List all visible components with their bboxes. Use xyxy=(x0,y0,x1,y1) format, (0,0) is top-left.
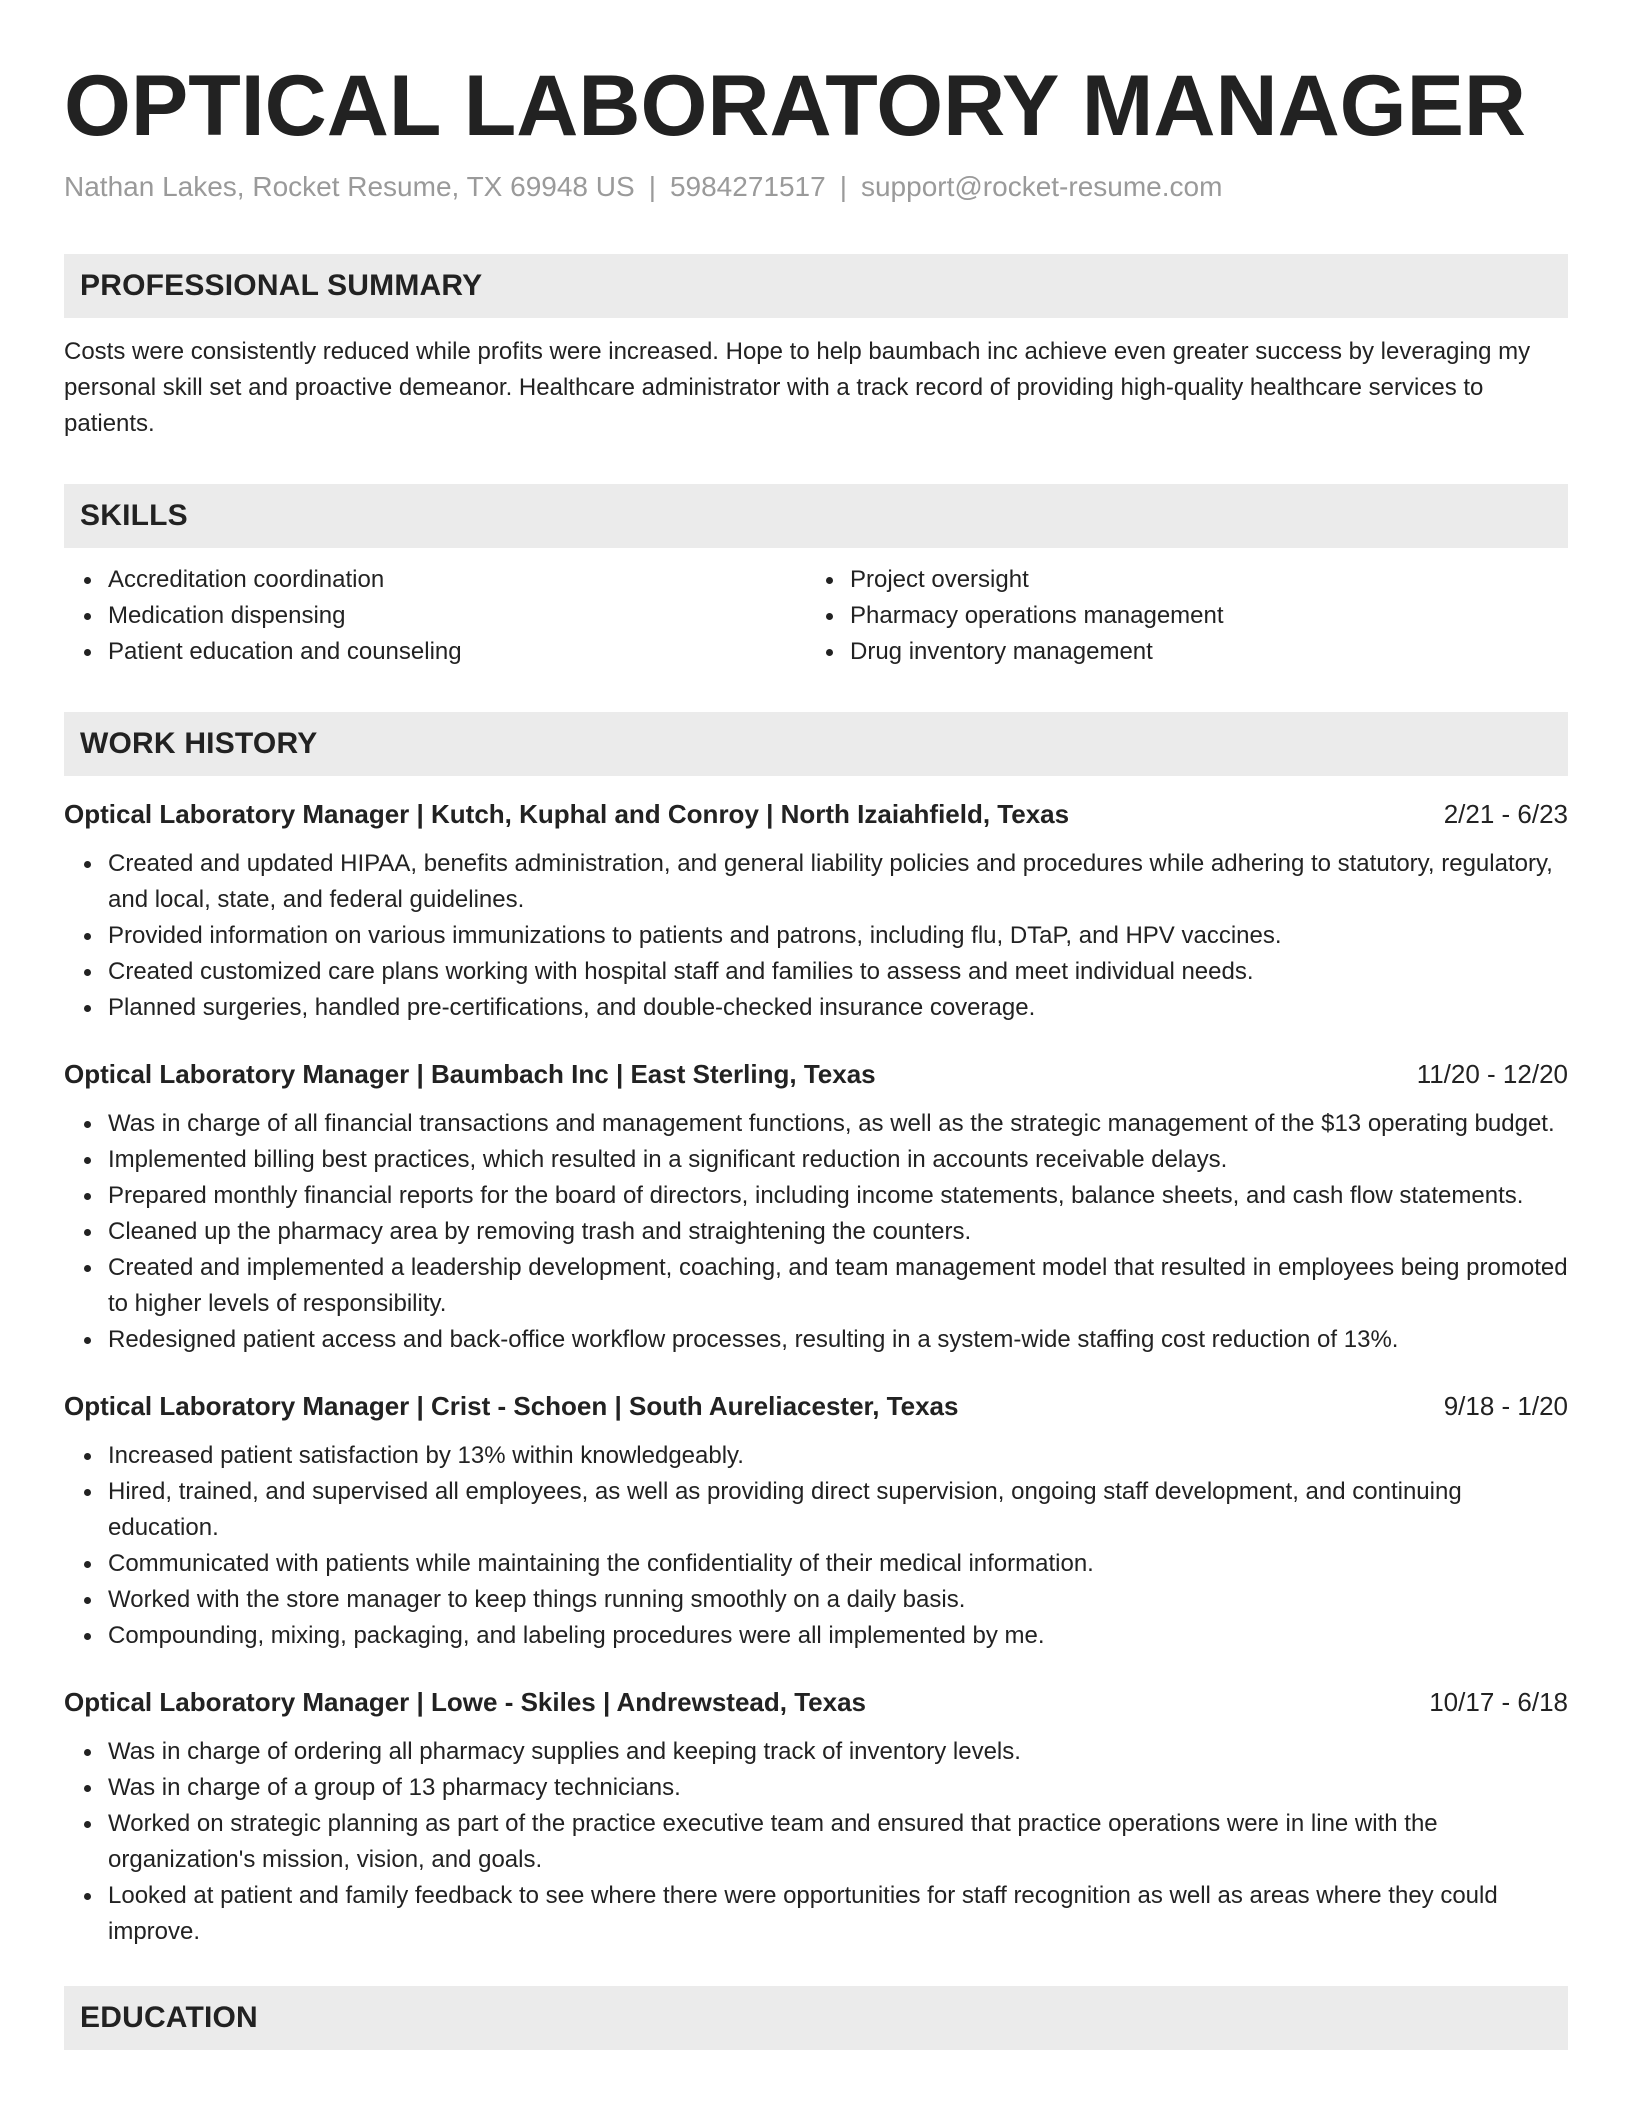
job-bullet: Redesigned patient access and back-office workflow processes, resulting in a system-wide staffing cost reduction of 13%. xyxy=(108,1322,1568,1358)
job-entry xyxy=(64,1684,1568,1950)
contact-line xyxy=(64,170,1568,204)
job-bullet: Worked on strategic planning as part of the practice executive team and ensured that practice operations were in line with the organization's mission, vision, and goals. xyxy=(108,1806,1568,1878)
job-bullet: Provided information on various immunizations to patients and patrons, including flu, DTaP, and HPV vaccines. xyxy=(108,918,1568,954)
resume-page xyxy=(64,56,1568,2050)
job-dates: 10/17 - 6/18 xyxy=(1429,1687,1568,1717)
job-bullet: Compounding, mixing, packaging, and labeling procedures were all implemented by me. xyxy=(108,1618,1568,1654)
job-header xyxy=(64,1056,1568,1092)
job-entry xyxy=(64,796,1568,1026)
skills-list xyxy=(64,562,1568,670)
skill-item: Accreditation coordination xyxy=(108,562,806,598)
job-dates: 9/18 - 1/20 xyxy=(1443,1391,1568,1421)
job-bullet: Worked with the store manager to keep things running smoothly on a daily basis. xyxy=(108,1582,1568,1618)
job-header xyxy=(64,1388,1568,1424)
job-bullet: Was in charge of all financial transactions and management functions, as well as the strategic management of the $13 operating budget. xyxy=(108,1106,1568,1142)
skill-item: Pharmacy operations management xyxy=(850,598,1548,634)
job-title: Optical Laboratory Manager | Baumbach Inc | East Sterling, Texas xyxy=(64,1059,876,1089)
summary-section-header xyxy=(64,254,1568,318)
job-entry xyxy=(64,1056,1568,1358)
job-bullet: Planned surgeries, handled pre-certifications, and double-checked insurance coverage. xyxy=(108,990,1568,1026)
skill-item: Medication dispensing xyxy=(108,598,806,634)
contact-phone: 5984271517 xyxy=(669,171,826,202)
job-bullet: Communicated with patients while maintaining the confidentiality of their medical information. xyxy=(108,1546,1568,1582)
summary-heading: PROFESSIONAL SUMMARY xyxy=(80,269,483,302)
job-bullet: Hired, trained, and supervised all employees, as well as providing direct supervision, ongoing staff development, and continuing education. xyxy=(108,1474,1568,1546)
skill-item: Project oversight xyxy=(850,562,1548,598)
job-bullets xyxy=(64,1106,1568,1358)
job-bullets xyxy=(64,1438,1568,1654)
contact-address: Nathan Lakes, Rocket Resume, TX 69948 US xyxy=(64,171,635,202)
job-bullet: Implemented billing best practices, which resulted in a significant reduction in accounts receivable delays. xyxy=(108,1142,1568,1178)
skills-heading: SKILLS xyxy=(80,499,188,532)
resume-title: OPTICAL LABORATORY MANAGER xyxy=(64,58,1527,154)
education-heading: EDUCATION xyxy=(80,2001,258,2034)
skills-column-right xyxy=(806,562,1548,670)
skill-item: Drug inventory management xyxy=(850,634,1548,670)
contact-separator: | xyxy=(648,171,656,202)
skills-section-header xyxy=(64,484,1568,548)
job-bullet: Created and updated HIPAA, benefits administration, and general liability policies and procedures while adhering to statutory, regulatory, and local, state, and federal guidelines. xyxy=(108,846,1568,918)
job-bullet: Increased patient satisfaction by 13% within knowledgeably. xyxy=(108,1438,1568,1474)
job-bullet: Cleaned up the pharmacy area by removing trash and straightening the counters. xyxy=(108,1214,1568,1250)
job-bullet: Was in charge of a group of 13 pharmacy technicians. xyxy=(108,1770,1568,1806)
job-title: Optical Laboratory Manager | Kutch, Kuphal and Conroy | North Izaiahfield, Texas xyxy=(64,799,1070,829)
job-dates: 11/20 - 12/20 xyxy=(1416,1059,1568,1089)
job-header xyxy=(64,796,1568,832)
skills-column-left xyxy=(64,562,806,670)
job-title: Optical Laboratory Manager | Lowe - Skiles | Andrewstead, Texas xyxy=(64,1687,867,1717)
work-history-section-header xyxy=(64,712,1568,776)
job-bullet: Created and implemented a leadership development, coaching, and team management model that resulted in employees being promoted to higher levels of responsibility. xyxy=(108,1250,1568,1322)
job-bullet: Was in charge of ordering all pharmacy supplies and keeping track of inventory levels. xyxy=(108,1734,1568,1770)
work-history-heading: WORK HISTORY xyxy=(80,727,318,760)
job-header xyxy=(64,1684,1568,1720)
contact-separator: | xyxy=(839,171,847,202)
job-title: Optical Laboratory Manager | Crist - Schoen | South Aureliacester, Texas xyxy=(64,1391,959,1421)
job-entry xyxy=(64,1388,1568,1654)
education-section-header xyxy=(64,1986,1568,2050)
contact-email: support@rocket-resume.com xyxy=(860,171,1223,202)
job-bullet: Prepared monthly financial reports for the board of directors, including income statements, balance sheets, and cash flow statements. xyxy=(108,1178,1568,1214)
summary-text: Costs were consistently reduced while profits were increased. Hope to help baumbach inc achieve even greater success by leveraging my personal skill set and proactive demeanor. Healthcare administrator with a track record of providing high-quality healthcare services to patients. xyxy=(64,338,1531,437)
skill-item: Patient education and counseling xyxy=(108,634,806,670)
job-bullets xyxy=(64,1734,1568,1950)
job-bullet: Created customized care plans working with hospital staff and families to assess and meet individual needs. xyxy=(108,954,1568,990)
job-bullet: Looked at patient and family feedback to see where there were opportunities for staff recognition as well as areas where they could improve. xyxy=(108,1878,1568,1950)
job-dates: 2/21 - 6/23 xyxy=(1443,799,1568,829)
job-bullets xyxy=(64,846,1568,1026)
